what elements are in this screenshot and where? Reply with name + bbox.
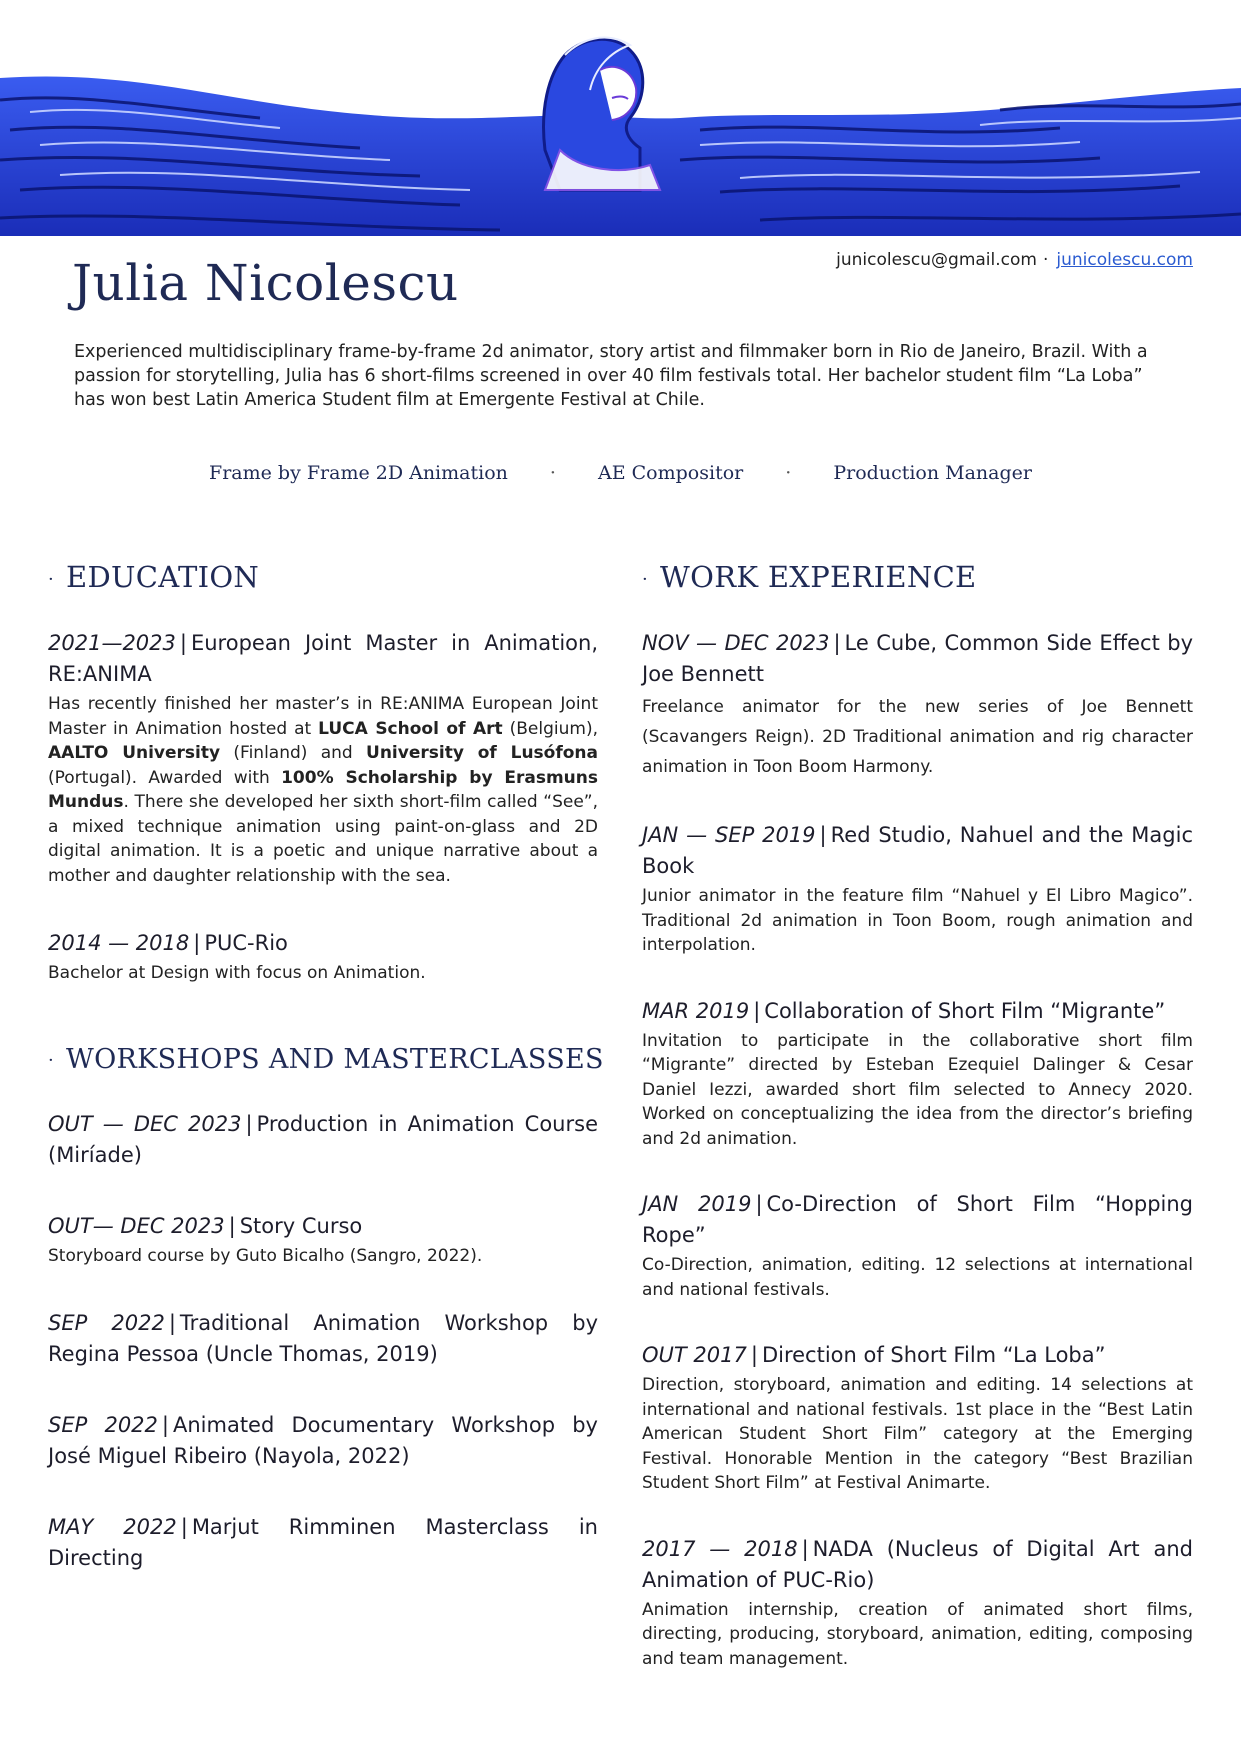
entry-date: JAN — SEP 2019	[642, 823, 816, 847]
education-title: EDUCATION	[66, 560, 260, 594]
entry-date: OUT — DEC 2023	[48, 1111, 242, 1136]
entry-description: Storyboard course by Guto Bicalho (Sangro, 2022).	[48, 1245, 483, 1266]
entry-bar: |	[753, 998, 761, 1023]
entry-heading	[48, 628, 598, 690]
workshops-title: WORKSHOPS AND MASTERCLASSES	[66, 1043, 604, 1075]
heading-bullet: ·	[48, 568, 55, 590]
entry-bar: |	[168, 1311, 176, 1335]
work-heading	[642, 560, 1193, 594]
work-entry	[642, 1534, 1193, 1672]
work-entry	[642, 628, 1193, 782]
entry-date: NOV — DEC 2023	[642, 631, 830, 655]
entry-description: Junior animator in the feature film “Nahuel y El Libro Magico”. Traditional 2d animation in Toon Boom, rough animation and interpolation.	[642, 886, 1193, 955]
heading-bullet: ·	[48, 1049, 55, 1071]
contact-line	[836, 250, 1193, 270]
profile-summary: Experienced multidisciplinary frame-by-frame 2d animator, story artist and filmmaker born in Rio de Janeiro, Brazil. With a passion for storytelling, Julia has 6 short-films screened in over 40 film festivals total. Her bachelor student film “La Loba” has won best Latin America Student film at Emergente Festival at Chile.	[74, 342, 1148, 410]
education-entry	[48, 928, 598, 986]
entry-description: Has recently finished her master’s in RE:ANIMA European Joint Master in Animation hosted at LUCA School of Art (Belgium), AALTO University (Finland) and University of Lusófona (Portugal). Awarded with 100% Scholarship by Erasmuns Mundus. There she developed her sixth short-film called “See”, a mixed technique animation using paint-on-glass and 2D digital animation. It is a poetic and unique narrative about a mother and daughter relationship with the sea.	[48, 694, 598, 886]
entry-bar: |	[833, 631, 841, 655]
entry-heading	[48, 1410, 598, 1472]
work-entry	[642, 996, 1193, 1152]
highlight: 100% Scholarship by Erasmuns Mundus	[48, 767, 598, 812]
skills-row	[0, 462, 1241, 484]
highlight: LUCA School of Art	[318, 718, 503, 739]
entry-bar: |	[193, 931, 201, 955]
entry-heading	[642, 1340, 1193, 1371]
highlight: University of Lusófona	[366, 743, 598, 763]
entry-description: Invitation to participate in the collaborative short film “Migrante” directed by Esteban Ezequiel Dalinger & Cesar Daniel Iezzi, awarded short film selected to Annecy 2020. Worked on conceptualizing the idea from the director’s briefing and 2d animation.	[642, 1030, 1193, 1149]
entry-title: Story Curso	[239, 1213, 363, 1238]
entry-heading	[48, 928, 598, 959]
workshop-entry	[48, 1308, 598, 1370]
entry-heading	[48, 1109, 598, 1171]
education-heading	[48, 560, 598, 594]
skill-item: Production Manager	[833, 462, 1032, 484]
entry-bar: |	[161, 1413, 169, 1437]
entry-heading	[48, 1211, 598, 1242]
entry-description: Animation internship, creation of animated short films, directing, producing, storyboard, animation, editing, composing and team management.	[642, 1599, 1193, 1669]
website-link[interactable]: junicolescu.com	[1056, 250, 1193, 270]
entry-title: Direction of Short Film “La Loba”	[761, 1343, 1106, 1367]
entry-title: Traditional Animation Workshop by Regina Pessoa (Uncle Thomas, 2019)	[48, 1311, 598, 1366]
entry-date: 2021—2023	[48, 631, 176, 655]
highlight: AALTO University	[48, 743, 221, 763]
entry-title: Marjut Rimminen Masterclass in Directing	[48, 1515, 598, 1570]
work-entry	[642, 1340, 1193, 1496]
skill-separator: ·	[549, 462, 556, 484]
entry-heading	[48, 1512, 598, 1574]
entry-title: Animated Documentary Workshop by José Miguel Ribeiro (Nayola, 2022)	[48, 1413, 598, 1468]
entry-date: JAN 2019	[642, 1192, 752, 1216]
entry-date: OUT 2017	[642, 1343, 747, 1367]
workshop-entry	[48, 1109, 598, 1171]
right-column	[642, 560, 1193, 1709]
work-entry	[642, 820, 1193, 958]
workshop-entry	[48, 1211, 598, 1269]
entry-heading	[642, 820, 1193, 882]
workshop-entry	[48, 1512, 598, 1574]
skill-item: AE Compositor	[598, 462, 744, 484]
entry-heading	[642, 996, 1193, 1027]
entry-title: PUC-Rio	[204, 931, 288, 955]
entry-date: SEP 2022	[48, 1311, 165, 1335]
entry-bar: |	[228, 1213, 236, 1238]
education-entry	[48, 628, 598, 888]
header-illustration	[0, 0, 1241, 236]
entry-title: NADA (Nucleus of Digital Art and Animation of PUC-Rio)	[642, 1536, 1193, 1592]
heading-bullet: ·	[642, 568, 649, 590]
entry-date: 2017 — 2018	[642, 1536, 798, 1561]
entry-description: Bachelor at Design with focus on Animation.	[48, 963, 426, 983]
entry-description: Direction, storyboard, animation and editing. 14 selections at international and national festivals. 1st place in the “Best Latin American Student Short Film” category at the Emerging Festival. Honorable Mention in the category “Best Brazilian Student Short Film” at Festival Animarte.	[642, 1375, 1193, 1493]
work-title: WORK EXPERIENCE	[660, 560, 977, 594]
entry-title: Production in Animation Course (Miríade)	[48, 1111, 598, 1167]
entry-bar: |	[801, 1536, 809, 1561]
entry-title: Le Cube, Common Side Effect by Joe Bennett	[642, 631, 1193, 686]
entry-bar: |	[180, 1515, 188, 1539]
entry-heading	[642, 1534, 1193, 1596]
entry-description: Freelance animator for the new series of Joe Bennett (Scavangers Reign). 2D Traditional animation and rig character animation in Toon Boom Harmony.	[642, 697, 1193, 777]
contact-separator: ·	[1042, 250, 1049, 270]
entry-date: MAR 2019	[642, 998, 750, 1023]
entry-heading	[642, 1189, 1193, 1251]
entry-title: Collaboration of Short Film “Migrante”	[764, 998, 1166, 1023]
work-entry	[642, 1189, 1193, 1302]
entry-heading	[48, 1308, 598, 1370]
entry-description: Co-Direction, animation, editing. 12 selections at international and national festivals.	[642, 1255, 1193, 1300]
person-name: Julia Nicolescu	[72, 254, 459, 312]
entry-bar: |	[819, 823, 827, 847]
entry-bar: |	[750, 1343, 758, 1367]
entry-title: Co-Direction of Short Film “Hopping Rope”	[642, 1192, 1193, 1247]
entry-bar: |	[245, 1111, 253, 1136]
entry-title: European Joint Master in Animation, RE:ANIMA	[48, 631, 598, 686]
entry-bar: |	[755, 1192, 763, 1216]
entry-date: MAY 2022	[48, 1515, 177, 1539]
skill-item: Frame by Frame 2D Animation	[209, 462, 508, 484]
entry-date: SEP 2022	[48, 1413, 158, 1437]
entry-bar: |	[179, 631, 187, 655]
entry-date: OUT— DEC 2023	[48, 1213, 225, 1238]
email-text[interactable]: junicolescu@gmail.com	[836, 250, 1037, 270]
skill-separator: ·	[785, 462, 792, 484]
entry-heading	[642, 628, 1193, 690]
workshops-heading	[48, 1043, 604, 1075]
entry-date: 2014 — 2018	[48, 931, 190, 955]
left-column	[48, 560, 604, 1614]
entry-title: Red Studio, Nahuel and the Magic Book	[642, 823, 1193, 878]
workshop-entry	[48, 1410, 598, 1472]
sea-woman-illustration	[0, 0, 1241, 236]
